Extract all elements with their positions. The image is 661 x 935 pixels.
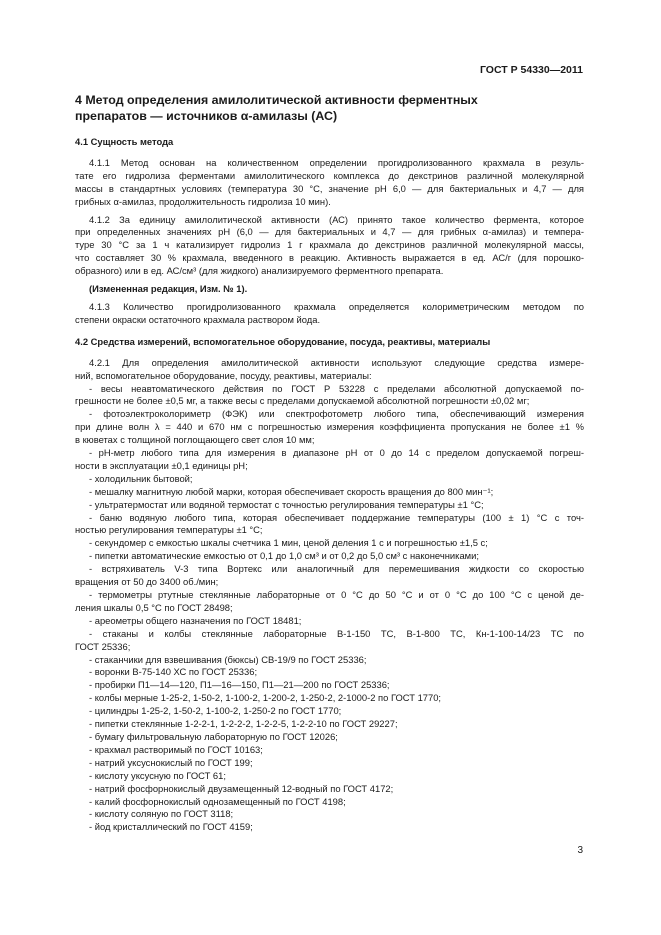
document-body (75, 92, 584, 834)
paragraph-4-2-1-list (75, 357, 584, 835)
text-line: - баню водяную любого типа, которая обеспечивает поддержание температуры (100 ± 1) °С с точ- (89, 511, 584, 523)
text-line: - стаканы и колбы стеклянные лабораторные В-1-150 ТС, В-1-800 ТС, Кн-1-100-14/23 ТС по (89, 627, 584, 639)
text-line: 4.1.2 За единицу амилолитической активности (АС) принято такое количество фермента, которое (89, 213, 584, 225)
paragraph-4-1-3 (75, 301, 584, 327)
subsection-title-4-1: 4.1 Сущность метода (75, 136, 174, 147)
text-line: степени окраски остаточного крахмала раствором йода. (75, 313, 321, 325)
paragraph-4-1-2 (75, 214, 584, 279)
text-line: в кюветах с толщиной поглощающего свет слоя 10 мм; (75, 434, 315, 446)
text-line: - колбы мерные 1-25-2, 1-50-2, 1-100-2, 1-200-2, 1-250-2, 2-1000-2 по ГОСТ 1770; (89, 692, 442, 704)
text-line: - пипетки стеклянные 1-2-2-1, 1-2-2-2, 1-2-2-5, 1-2-2-10 по ГОСТ 29227; (89, 718, 398, 730)
text-line: ления шкалы 0,5 °С по ГОСТ 28498; (75, 601, 233, 613)
text-line: - pH-метр любого типа для измерения в диапазоне pH от 0 до 14 с пределом допускаемой погреш- (89, 447, 584, 459)
text-line: - натрий фосфорнокислый двузамещенный 12-водный по ГОСТ 4172; (89, 782, 394, 794)
page-number: 3 (577, 845, 583, 856)
edition-note: (Измененная редакция, Изм. № 1). (89, 283, 248, 295)
subsection-title-4-2: 4.2 Средства измерений, вспомогательное оборудование, посуда, реактивы, материалы (75, 335, 491, 347)
text-line: - фотоэлектроколориметр (ФЭК) или спектрофотометр любого типа, обеспечивающий измерения (89, 408, 584, 420)
text-line: - натрий уксуснокислый по ГОСТ 199; (89, 756, 253, 768)
text-line: - кислоту уксусную по ГОСТ 61; (89, 769, 226, 781)
section-title (75, 92, 584, 124)
text-line: - йод кристаллический по ГОСТ 4159; (89, 821, 253, 833)
text-line: - пробирки П1—14—120, П1—16—150, П1—21—200 по ГОСТ 25336; (89, 679, 390, 691)
text-line: тате его гидролиза ферментами амилолитического комплекса до декстринов различной молекулярной (75, 169, 584, 181)
text-line: - встряхиватель V-3 типа Вортекс или аналогичный для перемешивания жидкости со скоростью (89, 563, 584, 575)
text-line: ности в эксплуатации ±0,1 единицы pH; (75, 459, 248, 471)
text-line: грибных α-амилаз, продолжительность гидролиза 10 мин). (75, 195, 331, 207)
section-title-line-1: 4 Метод определения амилолитической активности ферментных (75, 93, 478, 107)
text-line: ГОСТ 25336; (75, 640, 131, 652)
text-line: - весы неавтоматического действия по ГОСТ Р 53228 с пределами абсолютной допускаемой по- (89, 382, 584, 394)
text-line: - холодильник бытовой; (89, 472, 193, 484)
text-line: - бумагу фильтровальную лабораторную по ГОСТ 12026; (89, 730, 338, 742)
text-line: - ареометры общего назначения по ГОСТ 18481; (89, 614, 302, 626)
text-line: ний, вспомогательное оборудование, посуду, реактивы, материалы: (75, 369, 372, 381)
text-line: - мешалку магнитную любой марки, которая обеспечивает скорость вращения до 800 мин⁻¹; (89, 485, 494, 497)
text-line: 4.2.1 Для определения амилолитической активности используют следующие средства измере- (89, 356, 584, 368)
text-line: - пипетки автоматические емкостью от 0,1 до 1,0 см³ и от 0,2 до 5,0 см³ с наконечниками; (89, 550, 479, 562)
text-line: вращения от 50 до 3400 об./мин; (75, 576, 219, 588)
text-line: туре 30 °С за 1 ч катализирует гидролиз 1 г крахмала до декстринов различной молекулярной массы, (75, 239, 584, 251)
text-line: - термометры ртутные стеклянные лабораторные от 0 °С до 50 °С и от 0 °С до 100 °С с ценой де- (89, 589, 584, 600)
document-header: ГОСТ Р 54330—2011 (479, 64, 583, 76)
text-line: при определенных значениях pH (6,0 — для бактериальных и 4,7 — для грибных α-амилаз) и темпера- (75, 226, 584, 238)
text-line: 4.1.3 Количество прогидролизованного крахмала определяется колориметрическим методом по (89, 300, 584, 312)
text-line: - калий фосфорнокислый однозамещенный по ГОСТ 4198; (89, 795, 346, 807)
text-line: - цилиндры 1-25-2, 1-50-2, 1-100-2, 1-250-2 по ГОСТ 1770; (89, 705, 342, 717)
text-line: 4.1.1 Метод основан на количественном определении прогидролизованного крахмала в резуль- (89, 156, 584, 168)
text-line: массы в стандартных условиях (температура 30 °С, значение pH 6,0 — для бактериальных и 4,7 — для (75, 182, 584, 194)
text-line: - крахмал растворимый по ГОСТ 10163; (89, 743, 263, 755)
text-line: образного) или в ед. АС/см³ (для жидкого) анализируемого ферментного препарата. (75, 265, 444, 277)
section-title-line-2: препаратов — источников α-амилазы (АС) (75, 109, 338, 123)
text-line: что составляет 30 % крахмала, введенного в реакцию. Активность выражается в ед. АС/г (для порошко- (75, 252, 584, 264)
text-line: ностью регулирования температуры ±1 °С; (75, 524, 263, 536)
paragraph-4-1-1 (75, 157, 584, 209)
text-line: - воронки В-75-140 ХС по ГОСТ 25336; (89, 666, 258, 678)
text-line: при длине волн λ = 440 и 670 нм с погрешностью измерения коэффициента пропускания не более ±1 % (75, 421, 584, 433)
text-line: - ультратермостат или водяной термостат с точностью регулирования температуры ±1 °С; (89, 498, 484, 510)
text-line: - секундомер с емкостью шкалы счетчика 1 мин, ценой деления 1 с и погрешностью ±1,5 с; (89, 537, 488, 549)
text-line: грешности не более ±0,5 мг, а также весы с пределами допускаемой абсолютной погрешности ±0,02 мг; (75, 395, 530, 407)
text-line: - стаканчики для взвешивания (бюксы) СВ-19/9 по ГОСТ 25336; (89, 653, 367, 665)
text-line: - кислоту соляную по ГОСТ 3118; (89, 808, 234, 820)
